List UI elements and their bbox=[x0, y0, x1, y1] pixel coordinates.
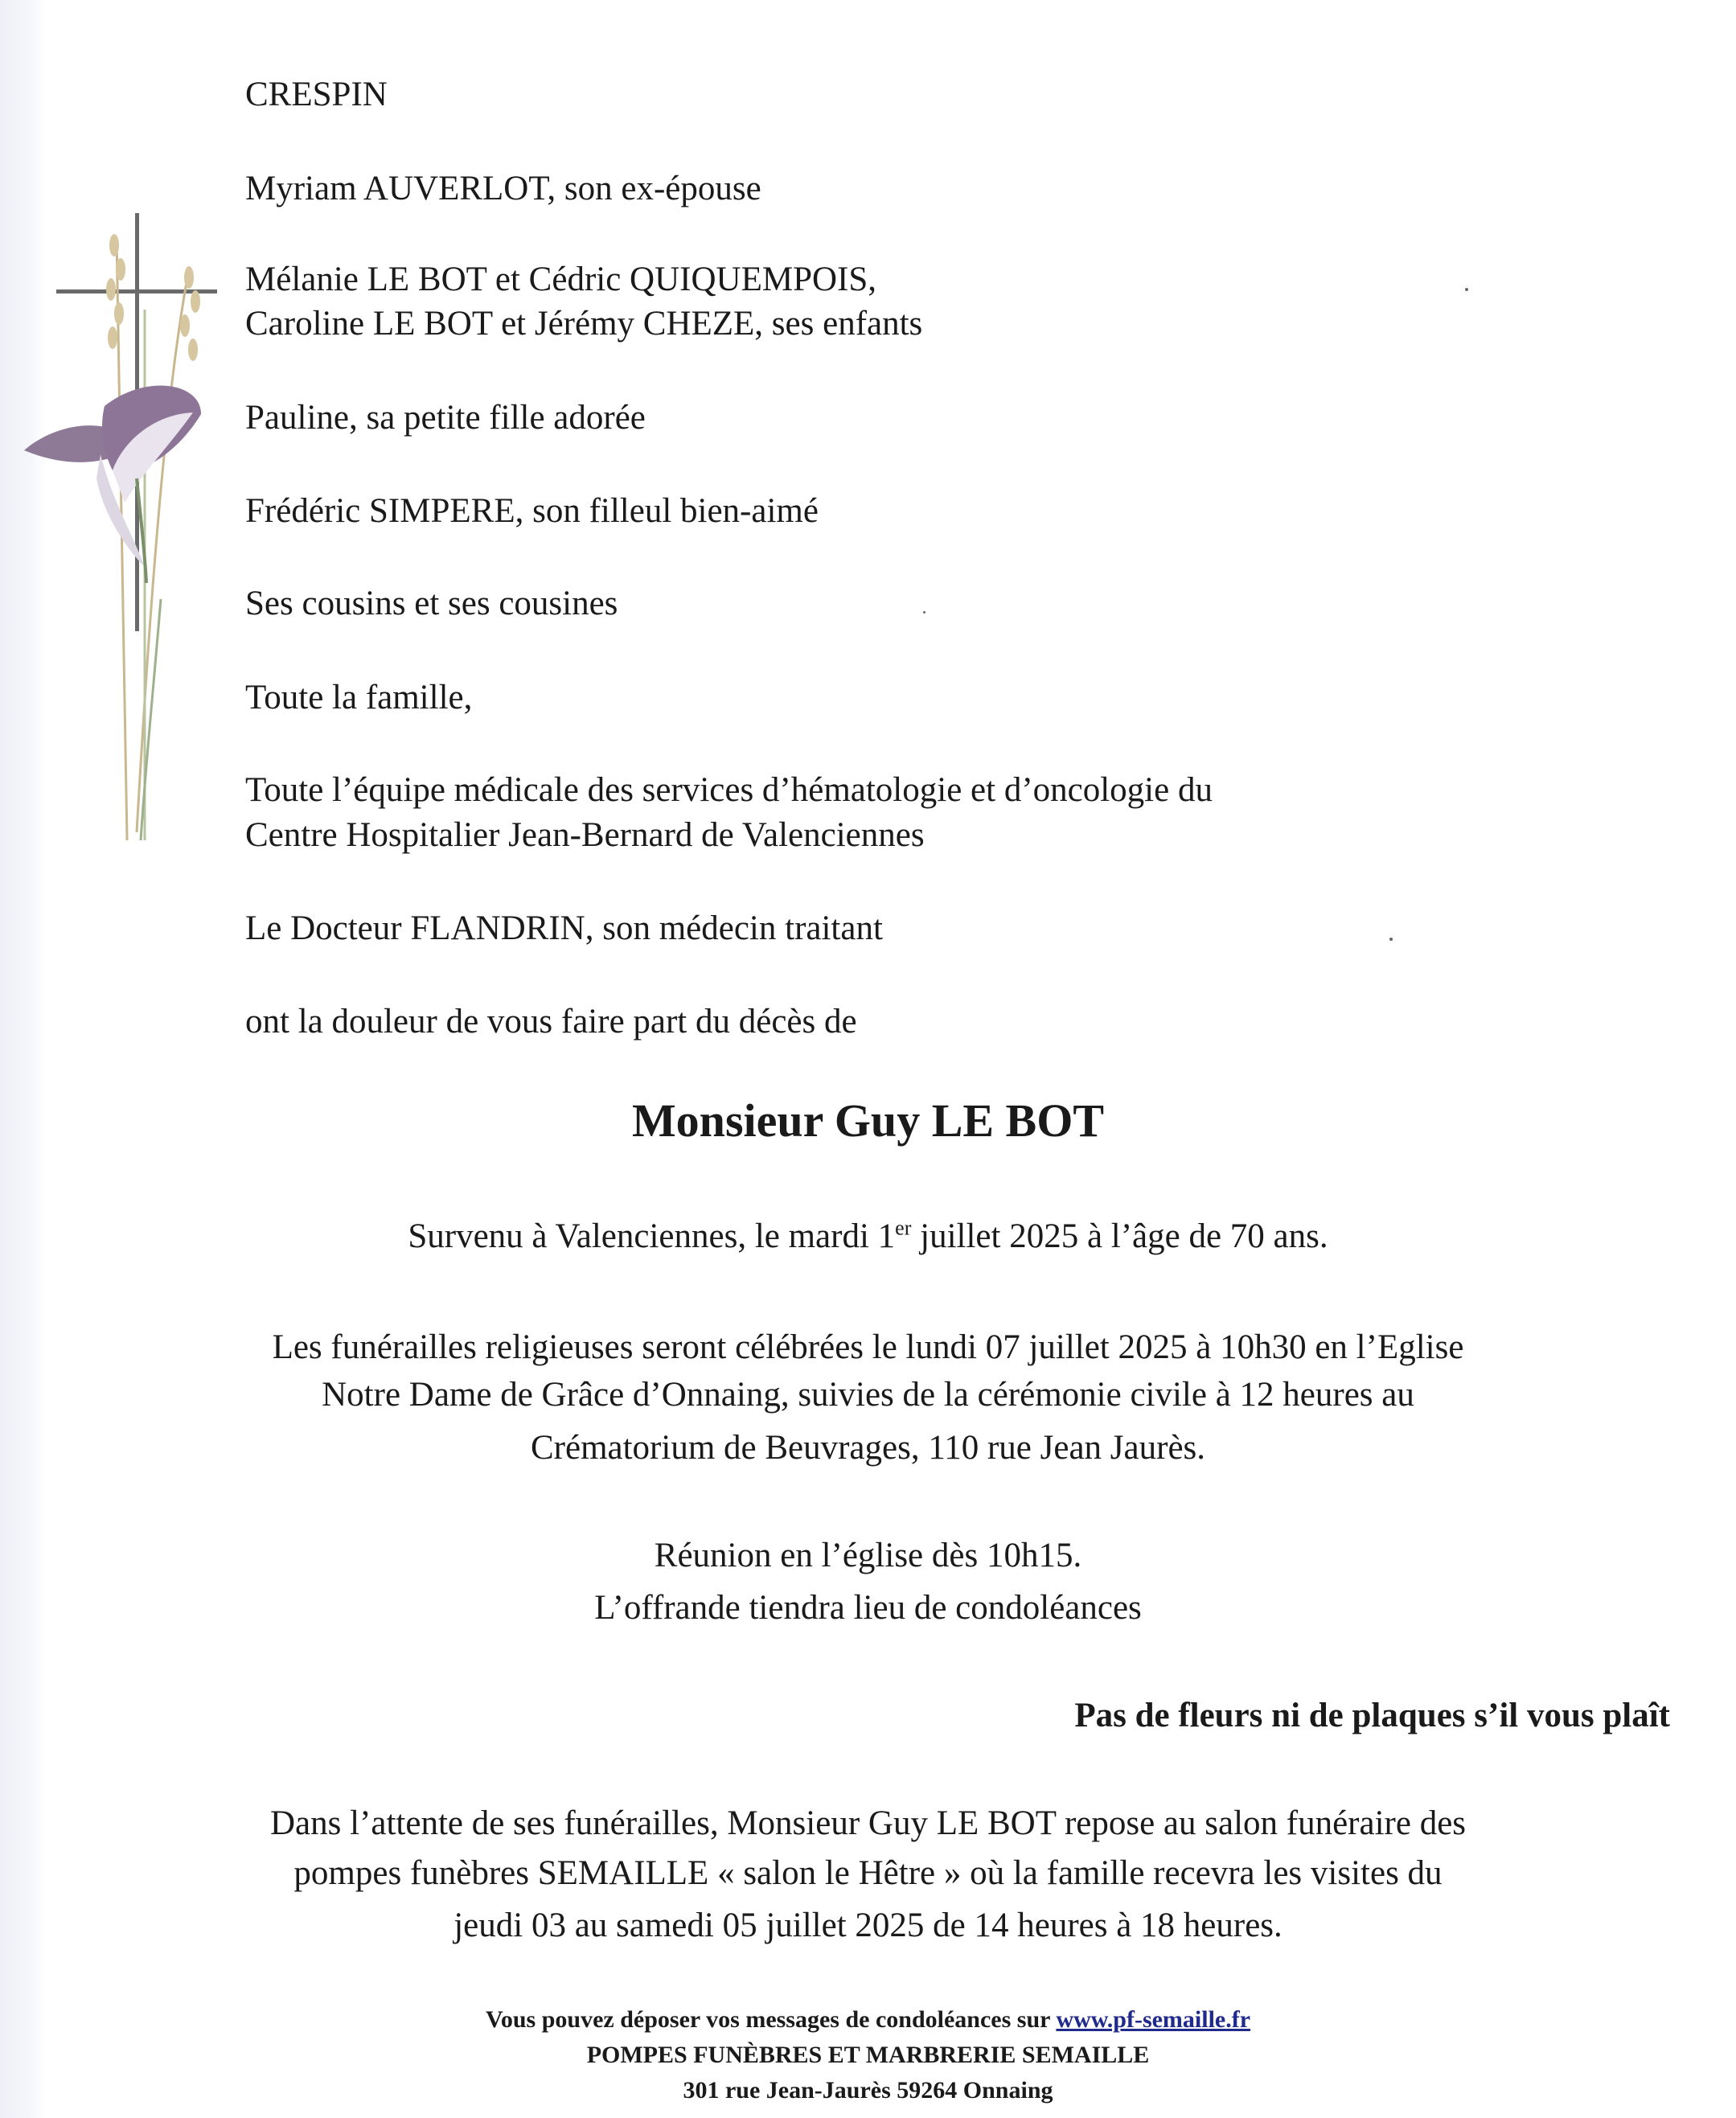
scan-speck bbox=[1389, 938, 1393, 941]
family-line: Ses cousins et ses cousines bbox=[245, 585, 618, 622]
website-link[interactable]: www.pf-semaille.fr bbox=[1056, 2006, 1251, 2033]
visit-line: jeudi 03 au samedi 05 juillet 2025 de 14 heures à 18 heures. bbox=[453, 1907, 1283, 1944]
announcement-line: ont la douleur de vous faire part du décès de bbox=[245, 1003, 857, 1041]
death-info-suffix: juillet 2025 à l’âge de 70 ans. bbox=[911, 1217, 1328, 1255]
meeting-line: L’offrande tiendra lieu de condoléances bbox=[594, 1589, 1142, 1627]
town-name: CRESPIN bbox=[245, 76, 388, 113]
cross-lily-wheat-icon bbox=[24, 213, 233, 848]
family-line: Le Docteur FLANDRIN, son médecin traitant bbox=[245, 909, 883, 947]
funeral-line: Les funérailles religieuses seront célébrées le lundi 07 juillet 2025 à 10h30 en l’Eglise bbox=[272, 1328, 1464, 1366]
no-flowers-note: Pas de fleurs ni de plaques s’il vous plaît bbox=[1074, 1697, 1670, 1734]
meeting-line: Réunion en l’église dès 10h15. bbox=[654, 1537, 1082, 1574]
family-line: Frédéric SIMPERE, son filleul bien-aimé bbox=[245, 492, 819, 530]
funeral-line: Crématorium de Beuvrages, 110 rue Jean Jaurès. bbox=[530, 1429, 1206, 1467]
family-line: Toute l’équipe médicale des services d’hématologie et d’oncologie du bbox=[245, 771, 1213, 809]
family-line: Mélanie LE BOT et Cédric QUIQUEMPOIS, bbox=[245, 261, 877, 298]
death-info-prefix: Survenu à Valenciennes, le mardi 1 bbox=[408, 1217, 896, 1255]
footer-message-text: Vous pouvez déposer vos messages de condoléances sur bbox=[485, 2006, 1057, 2033]
visit-line: Dans l’attente de ses funérailles, Monsieur Guy LE BOT repose au salon funéraire des bbox=[269, 1804, 1467, 1842]
footer-address: 301 rue Jean-Jaurès 59264 Onnaing bbox=[683, 2077, 1053, 2104]
visit-line: pompes funèbres SEMAILLE « salon le Hêtre » où la famille recevra les visites du bbox=[293, 1854, 1443, 1892]
deceased-name: Monsieur Guy LE BOT bbox=[631, 1094, 1105, 1147]
footer-company: POMPES FUNÈBRES ET MARBRERIE SEMAILLE bbox=[586, 2042, 1150, 2068]
scan-speck bbox=[923, 611, 925, 614]
family-line: Toute la famille, bbox=[245, 679, 473, 716]
scan-speck bbox=[1465, 288, 1468, 291]
family-line: Centre Hospitalier Jean-Bernard de Valenciennes bbox=[245, 816, 925, 854]
family-line: Caroline LE BOT et Jérémy CHEZE, ses enfants bbox=[245, 305, 923, 343]
funeral-line: Notre Dame de Grâce d’Onnaing, suivies de la cérémonie civile à 12 heures au bbox=[322, 1376, 1414, 1414]
family-line: Myriam AUVERLOT, son ex-épouse bbox=[245, 170, 761, 207]
family-line: Pauline, sa petite fille adorée bbox=[245, 399, 646, 437]
death-info bbox=[0, 1213, 1736, 1261]
footer-message bbox=[0, 2004, 1736, 2036]
death-info-sup: er bbox=[895, 1216, 912, 1240]
